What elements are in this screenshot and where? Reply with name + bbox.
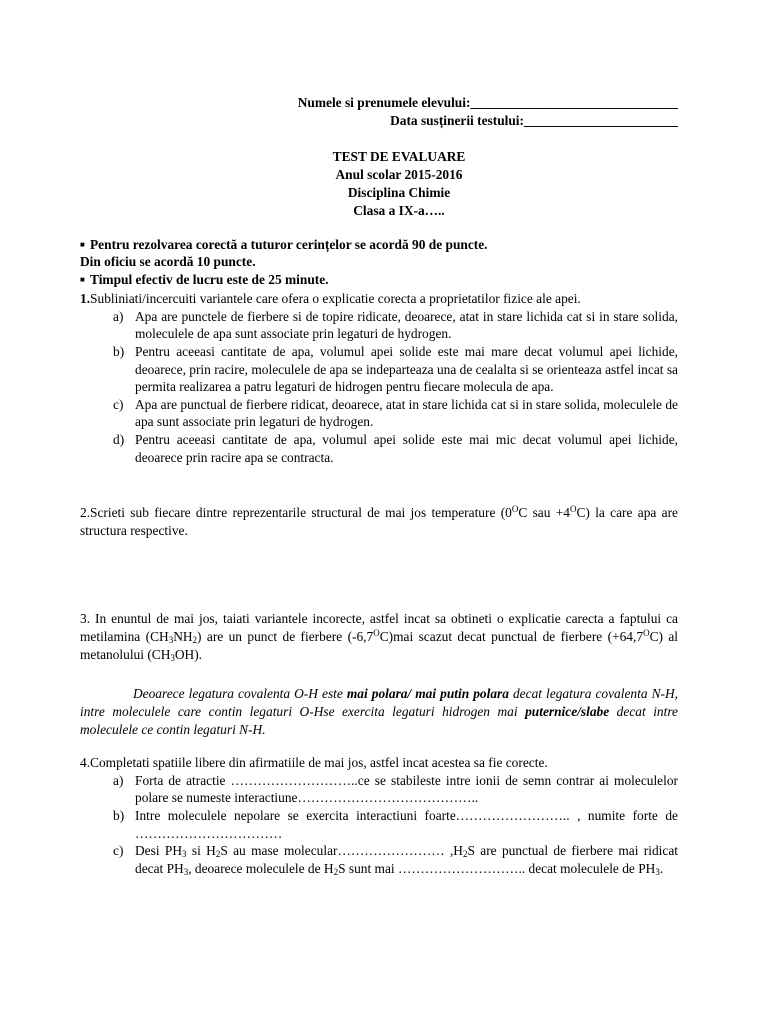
test-date-label: Data susținerii testului: [390,113,524,128]
item-a: a) Forta de atractie ………………………..ce se stabileste intre ionii de semn contrar ai moleculelor polare se numeste interactiune………………………………….. [113,772,678,806]
question-4-title: 4.Completati spatiile libere din afirmatiile de mai jos, astfel incat acestea sa fie corecte. [80,755,548,770]
test-rules [80,236,678,288]
rule-2: Din oficiu se acordă 10 puncte. [80,254,256,270]
bullet-icon: ■ [80,274,85,284]
question-4-items [80,772,678,878]
title-line-4: Clasa a IX-a….. [353,203,445,218]
question-1-options [80,308,678,466]
test-date-line [390,112,678,130]
item-c: c) Desi $PH_3$ si $H_2S$ au mase molecular…………………… $,H_2S$ are punctual de fierbere mai ridicat decat $PH_3$, deoarece moleculele de $H_2S$ sunt mai ……………………….. decat moleculele de $PH_3$. [113,843,678,877]
item-b: b) Intre moleculele nepolare se exercita interactiuni foarte…………………….. , numite forte de …………………………… [113,807,678,841]
question-2: 2.Scrieti sub fiecare dintre reprezentarile structural de mai jos temperature ($0^OC$ sau $+4^OC$) la care apa are structura respective. [80,504,678,538]
student-name-label: Numele si prenumele elevului: [297,95,471,110]
student-name-blank: _______________________________ [470,95,678,110]
document-title [80,148,718,220]
test-date-blank: _______________________ [524,113,678,128]
option-c: c) Apa are punctual de fierbere ridicat, deoarece, atat in stare lichida cat si in stare solida, moleculele de apa sunt associate prin legaturi de hydrogen. [113,396,678,430]
option-b: b) Pentru aceeasi cantitate de apa, volumul apei solide este mai mare decat volumul apei lichide, deoarece, prin racire, moleculele de apa se indeparteaza una de cealalta si se orienteaza astfel incat sa permita realizarea a patru legaturi de hidrogen pentru fiecare molecula de apa. [113,343,678,395]
student-name-line [298,94,678,112]
bullet-icon: ■ [80,240,85,249]
question-4 [80,754,678,877]
title-line-3: Disciplina Chimie [347,185,451,200]
question-1-title: 1.Subliniati/incercuiti variantele care ofera o explicatie corecta a proprietatilor fizice ale apei. [80,291,581,306]
question-3: 3. In enuntul de mai jos, taiati variantele incorecte, astfel incat sa obtineti o explicatie carecta a faptului ca metilamina $(CH_3NH_2)$ are un punct de fierbere $(-6,7^OC)mai$ scazut decat punctual de fierbere $(+64,7^OC)$ al metanolului $(CH_3OH)$. [80,611,679,663]
title-line-2: Anul scolar 2015-2016 [335,167,463,182]
question-3-statement: Deoarece legatura covalenta O-H este mai polara/ mai putin polara decat legatura covalenta N-H, intre moleculele care contin legaturi O-Hse exercita legaturi hidrogen mai puternice/slabe decat intre moleculele ce contin legaturi N-H. [80,686,678,737]
option-strength: puternice/slabe [525,704,610,719]
option-d: d) Pentru aceeasi cantitate de apa, volumul apei solide este mai mic decat volumul apei lichide, deoarece prin racire apa se contracta. [113,431,678,465]
rule-1: ■ Pentru rezolvarea corectă a tuturor cerințelor se acordă 90 de puncte. [80,237,488,252]
option-a: a) Apa are punctele de fierbere si de topire ridicate, deoarece, atat in stare lichida cat si in stare solida, moleculele de apa sunt associate prin legaturi de hydrogen. [113,308,678,342]
option-polarity: mai polara/ mai putin polara [346,686,509,701]
title-line-1: TEST DE EVALUARE [332,149,466,164]
question-1 [80,290,678,466]
rule-3: ■ Timpul efectiv de lucru este de 25 minute. [80,271,329,287]
